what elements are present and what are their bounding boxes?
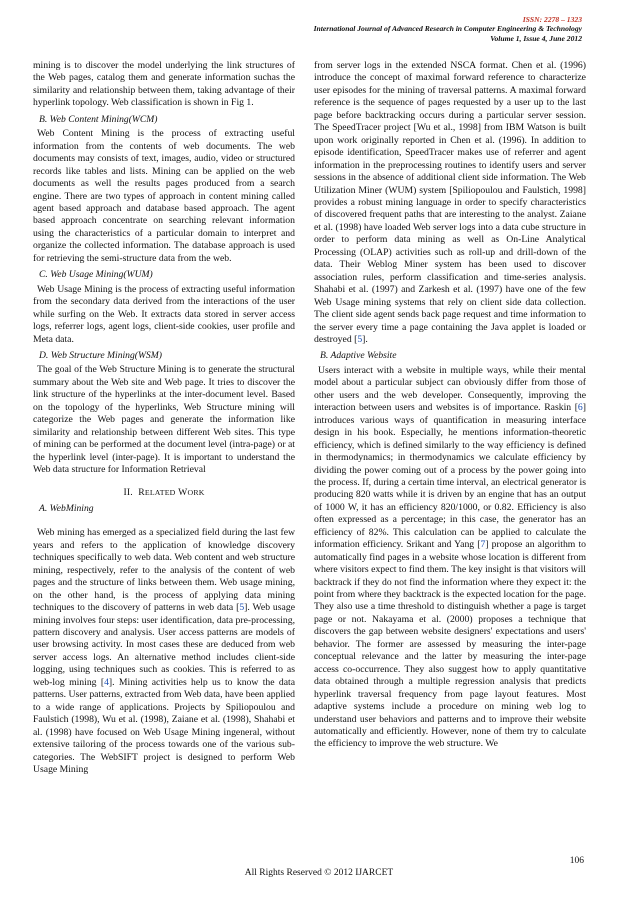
page-number: 106 xyxy=(569,856,584,866)
issn: ISSN: 2278 – 1323 xyxy=(522,15,582,24)
citation-link[interactable]: 5 xyxy=(239,602,245,614)
citation-link[interactable]: 7 xyxy=(480,539,486,551)
section-number: II. xyxy=(123,486,133,498)
citation-link[interactable]: 5 xyxy=(357,333,363,345)
citation-link[interactable]: 4 xyxy=(104,676,109,688)
paragraph: from server logs in the extended NSCA format. Chen et al. (1996) introduce the concept of maximal forward reference to characterize user episodes for the mining of traversal patterns. A maximal forward reference is the sequence of pages requested by a user up to the last page before backtracking occurs during a particular server session. The SpeedTracer project [Wu et al., 1998] from IBM Watson is built upon work originally reported in Chen et al. (1996). In addition to episode identification, SpeedTracer makes use of referrer and agent information in the preprocessing routines to identify users and server sessions in the absence of additional client side information. The Web Utilization Miner (WUM) system [Spiliopoulou and Faulstich, 1998] provides a robust mining language in order to specify characteristics of discovered frequent paths that are interesting to the analyst. Zaiane et al. (1998) have loaded Web server logs into a data cube structure in order to perform data mining as well as On-Line Analytical Processing (OLAP) activities such as roll-up and drill-down of the data. Their Weblog Miner system has been used to discover association rules, perform classification and time-series analysis. Shahabi et al. (1997) and Zarkesh et al. (1997) have one of the few Web Usage mining systems that rely on client side data collection. The client side agent sends back page request and time information to the server every time a page containing the Java applet is loaded or destroyed [5]. xyxy=(314,60,586,345)
paragraph: mining is to discover the model underlying the link structures of the Web pages, catalog them and generate information suchas the similarity and relationship between them, taking advantage of their hyperlink topology. Web classification is shown in Fig 1. xyxy=(33,60,295,109)
subsection-heading: B. Adaptive Website xyxy=(320,350,397,362)
left-column xyxy=(33,60,295,776)
right-column xyxy=(314,60,586,751)
subsection-heading: A. WebMining xyxy=(39,502,94,514)
paragraph: Web Usage Mining is the process of extracting useful information from the secondary data derived from the interactions of the user while surfing on the Web. It extracts data stored in server access logs, referrer logs, agent logs, client-side cookies, user profile and Meta data. xyxy=(33,283,295,345)
subsection-heading: B. Web Content Mining(WCM) xyxy=(39,113,158,125)
subsection-heading: D. Web Structure Mining(WSM) xyxy=(39,349,162,361)
citation-link[interactable]: 6 xyxy=(577,402,583,414)
subsection-heading: C. Web Usage Mining(WUM) xyxy=(39,269,153,281)
journal-header xyxy=(314,15,582,43)
volume-issue: Volume 1, Issue 4, June 2012 xyxy=(490,33,582,43)
paragraph: Web mining has emerged as a specialized field during the last few years and refers to the application of knowledge discovery techniques specifically to web data. Web content and web structure mining, respectively, refer to the analysis of the content of web pages and the structure of links between them. Web usage mining, on the other hand, is the process of applying data mining techniques to the discovery of patterns in web data [5]. Web usage mining involves four steps: user identification, data pre-processing, pattern discovery and analysis. User access patterns are models of user browsing activity. In most cases these are deduced from web server access logs. An alternative method includes client-side logging, using techniques such as cookies. This is referred to as web-log mining [4]. Mining activities help us to know the data patterns. User patterns, extracted from Web data, have been applied to a wide range of applications. Projects by Spiliopoulou and Faulstich (1998), Wu et al. (1998), Zaiane et al. (1998), Shahabi et al. (1998) have focused on Web Usage Mining ingeneral, without extensive tailoring of the process towards one of the various sub-categories. The WebSIFT project is designed to perform Web Usage Mining xyxy=(33,527,295,776)
copyright-footer: All Rights Reserved © 2012 IJARCET xyxy=(244,868,394,878)
paragraph: Users interact with a website in multiple ways, while their mental model about a particular subject can obviously differ from those of other users and the web developer. Consequently, improving the interaction between users and websites is of importance. Raskin [6] introduces various ways of quantification in measuring interface design in his book. Especially, he mentions information-theoretic efficiency, which is defined similarly to the way efficiency is defined in thermodynamics; in thermodynamics we calculate efficiency by dividing the power coming out of a process by the power going into the process. If, during a certain time interval, an electrical generator is producing 820 watts while it is driven by an engine that has an output of 1000 W, it has an efficiency 820/1000, or 0.82. Efficiency is also often expressed as a percentage; in this case, the generator has an efficiency of 82%. This calculation can be applied to calculate the information efficiency. Srikant and Yang [7] propose an algorithm to automatically find pages in a website whose location is different from where visitors expect to find them. The key insight is that visitors will backtrack if they do not find the information where they expect it: the point from where they backtrack is the expected location for the page. They also use a time threshold to distinguish whether a page is target page or not. Nakayama et al. (2000) proposes a technique that discovers the gap between website designers' expectations and users' behavior. The former are assessed by measuring the inter-page conceptual relevance and the latter by measuring the inter-page access co-occurrence. They also suggest how to apply quantitative data obtained through a multiple regression analysis that predicts hyperlink traversal frequency from page layout features. Most adaptive systems include a procedure on mining web log to understand user behaviors and patterns and to improve their website automatically and efficiently. However, none of them try to calculate the efficiency to improve the web structure. We xyxy=(314,364,586,750)
journal-title: International Journal of Advanced Research in Computer Engineering & Technology xyxy=(313,24,582,34)
paragraph: The goal of the Web Structure Mining is to generate the structural summary about the Web site and Web page. It tries to discover the link structure of the hyperlinks at the inter-document level. Based on the topology of the hyperlinks, Web Structure mining will categorize the Web pages and generate the information like similarity and relationship between different Web sites. This type of mining can be performed at the document level (intra-page) or at the hyperlink level (inter-page). It is important to understand the Web data structure for Information Retrieval xyxy=(33,364,295,476)
section-heading: II. RELATED WORK xyxy=(123,486,205,498)
paragraph: Web Content Mining is the process of extracting useful information from the contents of web documents. The web documents may consists of text, images, audio, video or structured records like tables and lists. Mining can be applied on the web documents as well the results pages produced from a search engine. There are two types of approach in content mining called agent based approach and database based approach. The agent based approach concentrate on searching relevant information using the characteristics of a particular domain to interpret and organize the collected information. The database approach is used for retrieving the semi-structure data from the web. xyxy=(33,128,295,264)
